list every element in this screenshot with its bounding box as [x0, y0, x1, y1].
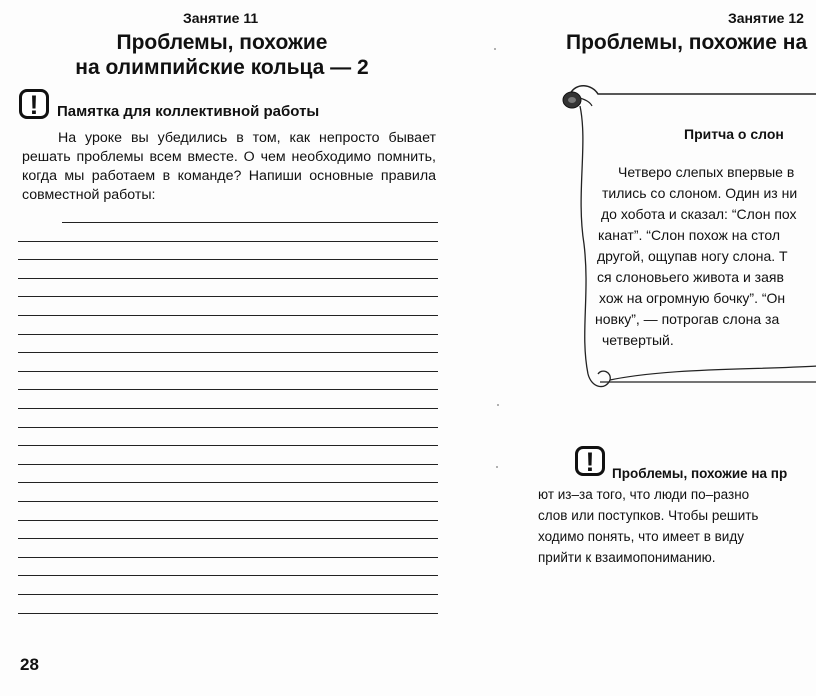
exclamation-icon: ! [575, 446, 605, 476]
parable-line: новку”, — потрогав слона за [595, 311, 780, 327]
right-page [488, 0, 816, 696]
lesson-title-line-1: Проблемы, похожие [116, 31, 328, 54]
writing-line[interactable] [18, 613, 438, 614]
parable-line: ся слоновьего живота и заяв [597, 269, 784, 285]
page-number: 28 [20, 655, 39, 674]
parable-title: Притча о слон [684, 126, 784, 142]
writing-line[interactable] [18, 296, 438, 297]
writing-lines[interactable] [18, 222, 438, 632]
tip-line: прийти к взаимопониманию. [538, 550, 716, 565]
writing-line[interactable] [18, 445, 438, 446]
writing-line[interactable] [18, 501, 438, 502]
parable-line: тились со слоном. Один из ни [602, 185, 798, 201]
writing-line[interactable] [18, 464, 438, 465]
tip-line: ходимо понять, что имеет в виду [538, 529, 744, 544]
lesson-title-line-2: на олимпийские кольца — 2 [75, 56, 369, 79]
writing-line[interactable] [18, 575, 438, 576]
writing-line[interactable] [18, 520, 438, 521]
writing-line[interactable] [18, 538, 438, 539]
parable-line: до хобота и сказал: “Слон пох [601, 206, 797, 222]
parable-line: хож на огромную бочку”. “Он [599, 290, 786, 306]
parable-line: Четверо слепых впервые в [618, 164, 795, 180]
memo-text: На уроке вы убедились в том, как непросто бывает решать проблемы всем вместе. О чем необходимо помнить, когда мы работаем в команде? Напиши основные правила совместной работы: [22, 130, 436, 203]
writing-line[interactable] [18, 371, 438, 372]
writing-line[interactable] [62, 222, 438, 223]
exclamation-icon: ! [19, 89, 49, 119]
writing-line[interactable] [18, 334, 438, 335]
writing-line[interactable] [18, 389, 438, 390]
writing-line[interactable] [18, 594, 438, 595]
writing-line[interactable] [18, 259, 438, 260]
writing-line[interactable] [18, 352, 438, 353]
parable-line: другой, ощупав ногу слона. Т [597, 248, 788, 264]
writing-line[interactable] [18, 408, 438, 409]
writing-line[interactable] [18, 241, 438, 242]
lesson-title [60, 30, 384, 80]
writing-line[interactable] [18, 315, 438, 316]
parable-line: четвертый. [602, 332, 674, 348]
writing-line[interactable] [18, 427, 438, 428]
tip-line: ют из–за того, что люди по–разно [538, 487, 750, 502]
lesson-title: Проблемы, похожие на [566, 31, 808, 54]
lesson-number: Занятие 12 [728, 10, 804, 26]
tip-line: слов или поступков. Чтобы решить [538, 508, 759, 523]
tip-title: Проблемы, похожие на пр [612, 466, 788, 481]
writing-line[interactable] [18, 557, 438, 558]
lesson-number: Занятие 11 [183, 10, 259, 26]
memo-title: Памятка для коллективной работы [57, 103, 320, 120]
writing-line[interactable] [18, 482, 438, 483]
writing-line[interactable] [18, 278, 438, 279]
parable-line: канат”. “Слон похож на стол [598, 227, 781, 243]
